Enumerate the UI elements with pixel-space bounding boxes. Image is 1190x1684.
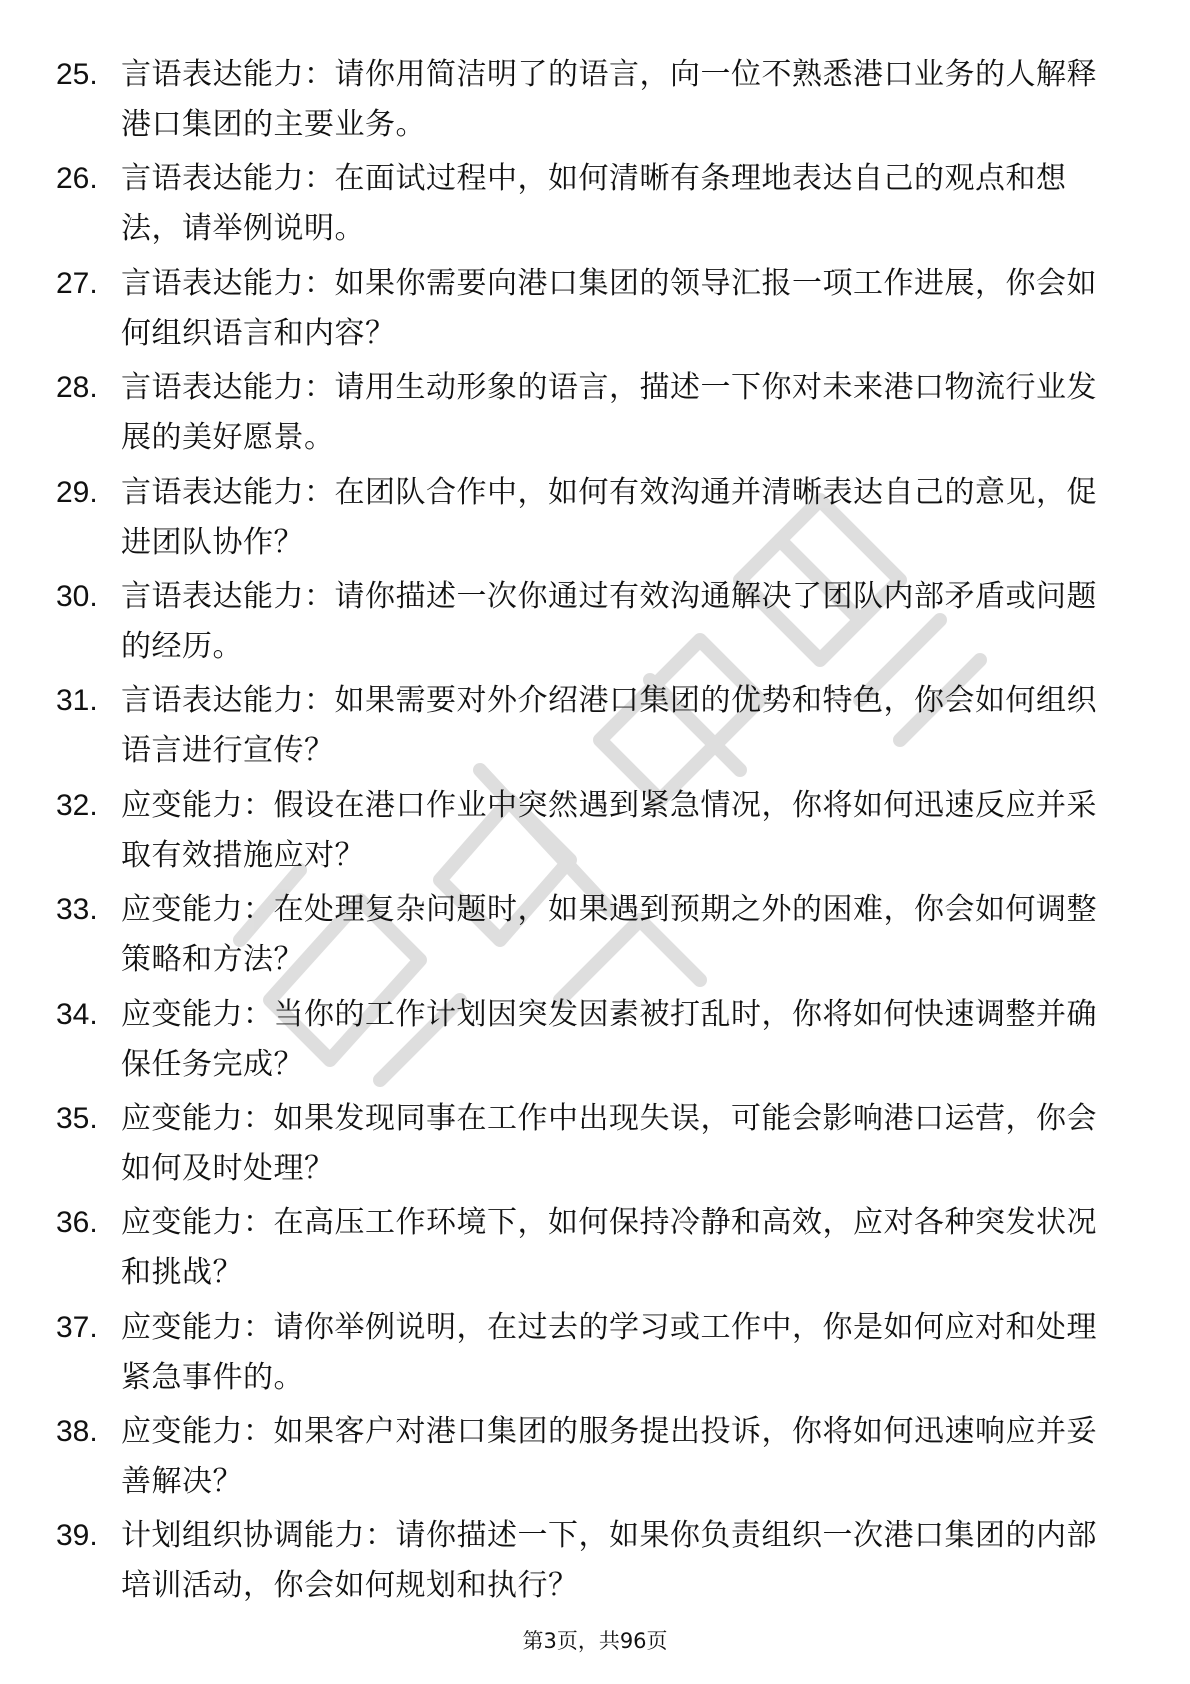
question-text: 言语表达能力：在面试过程中，如何清晰有条理地表达自己的观点和想法，请举例说明。 (121, 161, 1067, 247)
question-number: 25. (56, 58, 98, 91)
question-list (56, 50, 1116, 1616)
question-item (56, 363, 1116, 467)
question-item (56, 572, 1116, 676)
question-item (56, 1511, 1116, 1615)
question-number: 32. (56, 788, 98, 822)
question-text: 应变能力：如果客户对港口集团的服务提出投诉，你将如何迅速响应并妥善解决？ (121, 1414, 1097, 1500)
question-text: 言语表达能力：如果需要对外介绍港口集团的优势和特色，你会如何组织语言进行宣传？ (121, 683, 1097, 769)
question-item (56, 50, 1116, 154)
question-item (56, 1407, 1116, 1511)
question-number: 30. (56, 579, 98, 613)
question-item (56, 1303, 1116, 1407)
question-text: 应变能力：在处理复杂问题时，如果遇到预期之外的困难，你会如何调整策略和方法？ (121, 892, 1097, 978)
question-item (56, 468, 1116, 572)
question-number: 34. (56, 997, 98, 1031)
question-item (56, 676, 1116, 780)
question-item (56, 1198, 1116, 1302)
question-number: 33. (56, 893, 98, 927)
question-text: 应变能力：如果发现同事在工作中出现失误，可能会影响港口运营，你会如何及时处理？ (121, 1100, 1097, 1186)
question-text: 言语表达能力：在团队合作中，如何有效沟通并清晰表达自己的意见，促进团队协作？ (121, 474, 1097, 560)
question-number: 39. (56, 1519, 98, 1553)
question-text: 计划组织协调能力：请你描述一下，如果你负责组织一次港口集团的内部培训活动，你会如何规划和执行？ (121, 1518, 1097, 1604)
question-number: 37. (56, 1310, 98, 1344)
question-item (56, 781, 1116, 885)
question-item (56, 259, 1116, 363)
question-number: 26. (56, 162, 98, 196)
question-text: 言语表达能力：如果你需要向港口集团的领导汇报一项工作进展，你会如何组织语言和内容？ (121, 265, 1097, 351)
question-text: 言语表达能力：请你用简洁明了的语言，向一位不熟悉港口业务的人解释港口集团的主要业务。 (121, 57, 1097, 142)
question-number: 35. (56, 1101, 98, 1135)
question-text: 言语表达能力：请用生动形象的语言，描述一下你对未来港口物流行业发展的美好愿景。 (121, 370, 1097, 456)
question-number: 38. (56, 1415, 98, 1449)
question-number: 27. (56, 266, 98, 300)
page-footer: 第3页，共96页 (522, 1629, 668, 1653)
question-number: 29. (56, 475, 98, 509)
question-text: 言语表达能力：请你描述一次你通过有效沟通解决了团队内部矛盾或问题的经历。 (121, 578, 1097, 664)
question-number: 36. (56, 1206, 98, 1240)
question-item (56, 885, 1116, 989)
question-text: 应变能力：在高压工作环境下，如何保持冷静和高效，应对各种突发状况和挑战？ (121, 1205, 1097, 1291)
question-text: 应变能力：请你举例说明，在过去的学习或工作中，你是如何应对和处理紧急事件的。 (121, 1309, 1097, 1395)
question-item (56, 1094, 1116, 1198)
question-text: 应变能力：假设在港口作业中突然遇到紧急情况，你将如何迅速反应并采取有效措施应对？ (121, 787, 1097, 873)
question-number: 28. (56, 371, 98, 405)
question-number: 31. (56, 684, 98, 718)
question-item (56, 990, 1116, 1094)
question-item (56, 154, 1116, 258)
question-text: 应变能力：当你的工作计划因突发因素被打乱时，你将如何快速调整并确保任务完成？ (121, 996, 1097, 1082)
